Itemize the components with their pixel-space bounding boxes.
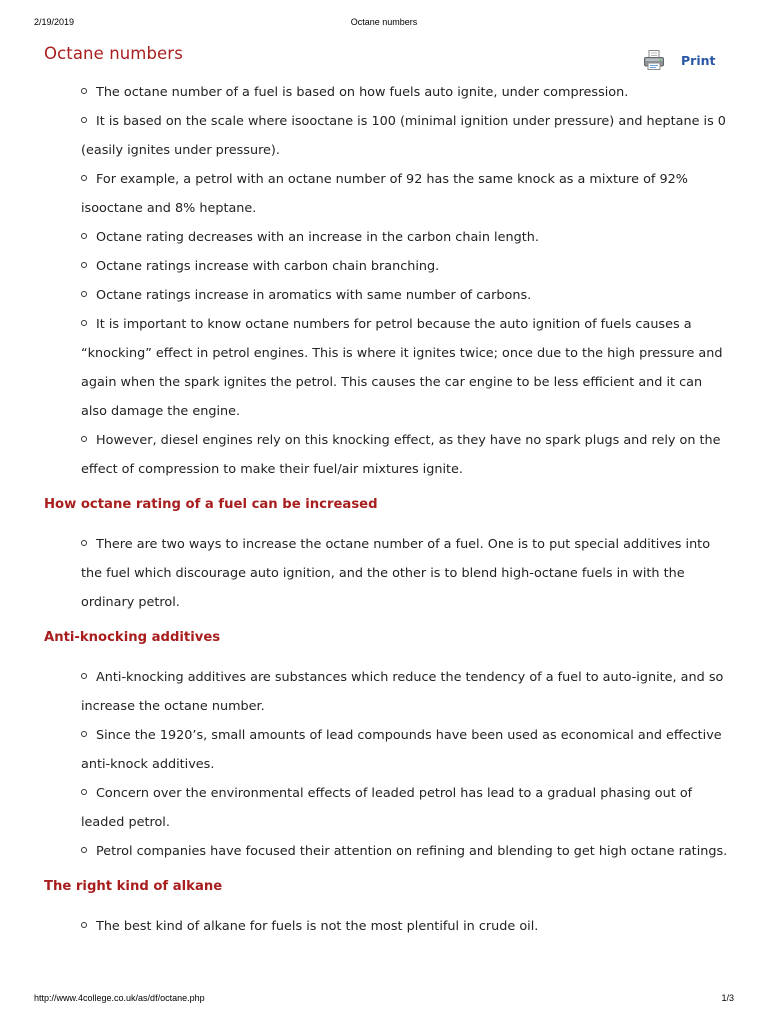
- list-item: The octane number of a fuel is based on how fuels auto ignite, under compression.: [81, 78, 731, 107]
- circle-bullet-icon: [81, 320, 87, 326]
- page-title: Octane numbers: [44, 44, 183, 63]
- section-heading-anti-knocking: Anti-knocking additives: [44, 630, 221, 645]
- list-item: Concern over the environmental effects of leaded petrol has lead to a gradual phasing out of leaded petrol.: [81, 786, 693, 830]
- circle-bullet-icon: [81, 88, 87, 94]
- section-heading-increase-octane: How octane rating of a fuel can be increased: [44, 497, 378, 512]
- increase-octane-bullet-list: [81, 530, 731, 617]
- list-item: Since the 1920’s, small amounts of lead compounds have been used as economical and effective anti-knock additives.: [81, 728, 722, 772]
- circle-bullet-icon: [81, 291, 87, 297]
- print-url: http://www.4college.co.uk/as/df/octane.php: [34, 993, 205, 1003]
- browser-print-header: [34, 17, 734, 31]
- list-item: However, diesel engines rely on this knocking effect, as they have no spark plugs and rely on the effect of compression to make their fuel/air mixtures ignite.: [81, 433, 721, 477]
- circle-bullet-icon: [81, 922, 87, 928]
- circle-bullet-icon: [81, 847, 87, 853]
- list-item: Petrol companies have focused their attention on refining and blending to get high octane ratings.: [81, 837, 731, 866]
- circle-bullet-icon: [81, 262, 87, 268]
- intro-bullet-list: [81, 78, 731, 484]
- list-item: Octane ratings increase with carbon chain branching.: [81, 252, 731, 281]
- list-item: It is based on the scale where isooctane is 100 (minimal ignition under pressure) and heptane is 0 (easily ignites under pressure).: [81, 114, 726, 158]
- circle-bullet-icon: [81, 673, 87, 679]
- list-item: The best kind of alkane for fuels is not the most plentiful in crude oil.: [81, 912, 731, 941]
- list-item: There are two ways to increase the octane number of a fuel. One is to put special additives into the fuel which discourage auto ignition, and the other is to blend high-octane fuels in with the ordinary petrol.: [81, 537, 711, 610]
- print-button[interactable]: [643, 48, 716, 72]
- print-document-title: Octane numbers: [350, 17, 418, 27]
- section-heading-right-alkane: The right kind of alkane: [44, 879, 223, 894]
- list-item: Octane ratings increase in aromatics with same number of carbons.: [81, 281, 731, 310]
- anti-knocking-bullet-list: [81, 663, 731, 866]
- list-item: Octane rating decreases with an increase in the carbon chain length.: [81, 223, 731, 252]
- list-item: It is important to know octane numbers for petrol because the auto ignition of fuels causes a “knocking” effect in petrol engines. This is where it ignites twice; once due to the high pressure and again when the spark ignites the petrol. This causes the car engine to be less efficient and it can also damage the engine.: [81, 317, 723, 419]
- print-date: 2/19/2019: [34, 17, 75, 27]
- circle-bullet-icon: [81, 731, 87, 737]
- print-page-number: 1/3: [721, 993, 734, 1003]
- print-label: Print: [681, 52, 716, 68]
- circle-bullet-icon: [81, 540, 87, 546]
- circle-bullet-icon: [81, 117, 87, 123]
- circle-bullet-icon: [81, 175, 87, 181]
- list-item: For example, a petrol with an octane number of 92 has the same knock as a mixture of 92% isooctane and 8% heptane.: [81, 172, 688, 216]
- browser-print-footer: [34, 993, 734, 1007]
- circle-bullet-icon: [81, 789, 87, 795]
- printer-icon: [643, 49, 665, 71]
- list-item: Anti-knocking additives are substances which reduce the tendency of a fuel to auto-ignite, and so increase the octane number.: [81, 670, 724, 714]
- right-alkane-bullet-list: [81, 912, 731, 941]
- circle-bullet-icon: [81, 233, 87, 239]
- article-content: [44, 78, 731, 941]
- circle-bullet-icon: [81, 436, 87, 442]
